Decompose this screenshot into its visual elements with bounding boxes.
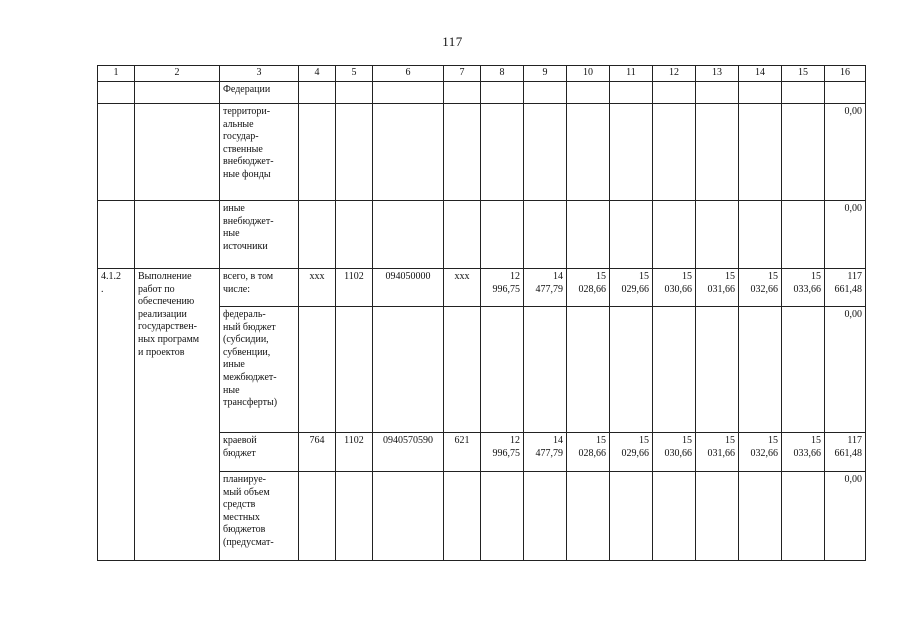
table-cell — [782, 104, 825, 201]
total-cell: 117 661,48 — [825, 433, 866, 472]
table-cell — [336, 201, 373, 269]
table-cell — [481, 307, 524, 433]
column-header: 14 — [739, 66, 782, 82]
amount-cell: 15 028,66 — [567, 433, 610, 472]
table-cell — [135, 82, 220, 104]
amount-cell: 14 477,79 — [524, 433, 567, 472]
column-header: 12 — [653, 66, 696, 82]
amount-cell: 15 033,66 — [782, 433, 825, 472]
table-cell — [336, 104, 373, 201]
source-cell: территори- альные государ- ственные внебюджет- ные фонды — [220, 104, 299, 201]
table-cell — [567, 82, 610, 104]
table-cell — [481, 104, 524, 201]
table-cell — [696, 82, 739, 104]
table-cell — [135, 104, 220, 201]
section-code-cell: 1102 — [336, 433, 373, 472]
source-cell: Федерации — [220, 82, 299, 104]
table-cell — [653, 472, 696, 561]
column-header: 16 — [825, 66, 866, 82]
table-cell — [481, 82, 524, 104]
table-cell — [444, 307, 481, 433]
source-cell: федераль- ный бюджет (субсидии, субвенции, иные межбюджет- ные трансферты) — [220, 307, 299, 433]
table-cell — [444, 104, 481, 201]
table-cell — [696, 307, 739, 433]
table-cell — [299, 82, 336, 104]
table-cell — [481, 201, 524, 269]
table-cell — [524, 82, 567, 104]
table-cell — [299, 104, 336, 201]
amount-cell: 15 030,66 — [653, 269, 696, 307]
total-cell: 0,00 — [825, 104, 866, 201]
item-number-cell: 4.1.2 . — [98, 269, 135, 561]
amount-cell: 12 996,75 — [481, 433, 524, 472]
total-cell: 117 661,48 — [825, 269, 866, 307]
table-row — [98, 201, 866, 269]
column-header: 5 — [336, 66, 373, 82]
table-row — [98, 269, 866, 307]
table-row — [98, 82, 866, 104]
table-cell — [373, 307, 444, 433]
table-cell — [299, 201, 336, 269]
amount-cell: 15 032,66 — [739, 433, 782, 472]
table-cell — [696, 104, 739, 201]
table-cell — [782, 472, 825, 561]
table-cell — [373, 104, 444, 201]
amount-cell: 15 033,66 — [782, 269, 825, 307]
table-cell — [524, 472, 567, 561]
column-header: 7 — [444, 66, 481, 82]
amount-cell: 15 029,66 — [610, 269, 653, 307]
table-cell — [567, 472, 610, 561]
expense-type-cell: 621 — [444, 433, 481, 472]
table-cell — [782, 201, 825, 269]
total-cell: 0,00 — [825, 201, 866, 269]
table-cell — [98, 104, 135, 201]
item-name-cell: Выполнение работ по обеспечению реализации государствен- ных программ и проектов — [135, 269, 220, 561]
table-cell — [444, 201, 481, 269]
amount-cell: 12 996,75 — [481, 269, 524, 307]
grbs-code-cell: ххх — [299, 269, 336, 307]
column-header: 9 — [524, 66, 567, 82]
target-article-cell: 094050000 — [373, 269, 444, 307]
table-cell — [373, 472, 444, 561]
column-header: 3 — [220, 66, 299, 82]
table-cell — [696, 201, 739, 269]
table-cell — [336, 307, 373, 433]
table-cell — [739, 307, 782, 433]
amount-cell: 15 028,66 — [567, 269, 610, 307]
amount-cell: 14 477,79 — [524, 269, 567, 307]
column-header: 13 — [696, 66, 739, 82]
total-cell: 0,00 — [825, 307, 866, 433]
table-cell — [653, 104, 696, 201]
table-cell — [653, 82, 696, 104]
expense-type-cell: ххх — [444, 269, 481, 307]
source-cell: планируе- мый объем средств местных бюджетов (предусмат- — [220, 472, 299, 561]
total-cell: 0,00 — [825, 472, 866, 561]
table-cell — [610, 201, 653, 269]
budget-table — [97, 65, 866, 561]
table-cell — [98, 201, 135, 269]
table-cell — [524, 201, 567, 269]
table-cell — [739, 104, 782, 201]
amount-cell: 15 030,66 — [653, 433, 696, 472]
table-row — [98, 104, 866, 201]
table-cell — [336, 472, 373, 561]
table-cell — [610, 82, 653, 104]
table-header-row — [98, 66, 866, 82]
column-header: 4 — [299, 66, 336, 82]
source-cell: всего, в том числе: — [220, 269, 299, 307]
page-number: 117 — [442, 34, 463, 49]
column-header: 11 — [610, 66, 653, 82]
table-cell — [610, 307, 653, 433]
grbs-code-cell: 764 — [299, 433, 336, 472]
table-cell — [98, 82, 135, 104]
table-cell — [825, 82, 866, 104]
table-cell — [373, 82, 444, 104]
table-cell — [299, 472, 336, 561]
table-cell — [610, 104, 653, 201]
column-header: 10 — [567, 66, 610, 82]
table-cell — [524, 307, 567, 433]
table-cell — [481, 472, 524, 561]
table-cell — [373, 201, 444, 269]
section-code-cell: 1102 — [336, 269, 373, 307]
amount-cell: 15 029,66 — [610, 433, 653, 472]
table-cell — [782, 82, 825, 104]
table-cell — [653, 307, 696, 433]
table-cell — [444, 472, 481, 561]
source-cell: краевой бюджет — [220, 433, 299, 472]
column-header: 6 — [373, 66, 444, 82]
source-cell: иные внебюджет- ные источники — [220, 201, 299, 269]
amount-cell: 15 031,66 — [696, 269, 739, 307]
column-header: 8 — [481, 66, 524, 82]
table-cell — [739, 82, 782, 104]
table-cell — [567, 201, 610, 269]
column-header: 1 — [98, 66, 135, 82]
amount-cell: 15 032,66 — [739, 269, 782, 307]
table-cell — [567, 104, 610, 201]
column-header: 15 — [782, 66, 825, 82]
table-cell — [567, 307, 610, 433]
table-cell — [653, 201, 696, 269]
table-cell — [444, 82, 481, 104]
table-cell — [135, 201, 220, 269]
table-cell — [782, 307, 825, 433]
table-cell — [739, 201, 782, 269]
table-cell — [610, 472, 653, 561]
table-cell — [739, 472, 782, 561]
target-article-cell: 0940570590 — [373, 433, 444, 472]
table-cell — [299, 307, 336, 433]
table-cell — [524, 104, 567, 201]
table-cell — [696, 472, 739, 561]
table-cell — [336, 82, 373, 104]
amount-cell: 15 031,66 — [696, 433, 739, 472]
column-header: 2 — [135, 66, 220, 82]
